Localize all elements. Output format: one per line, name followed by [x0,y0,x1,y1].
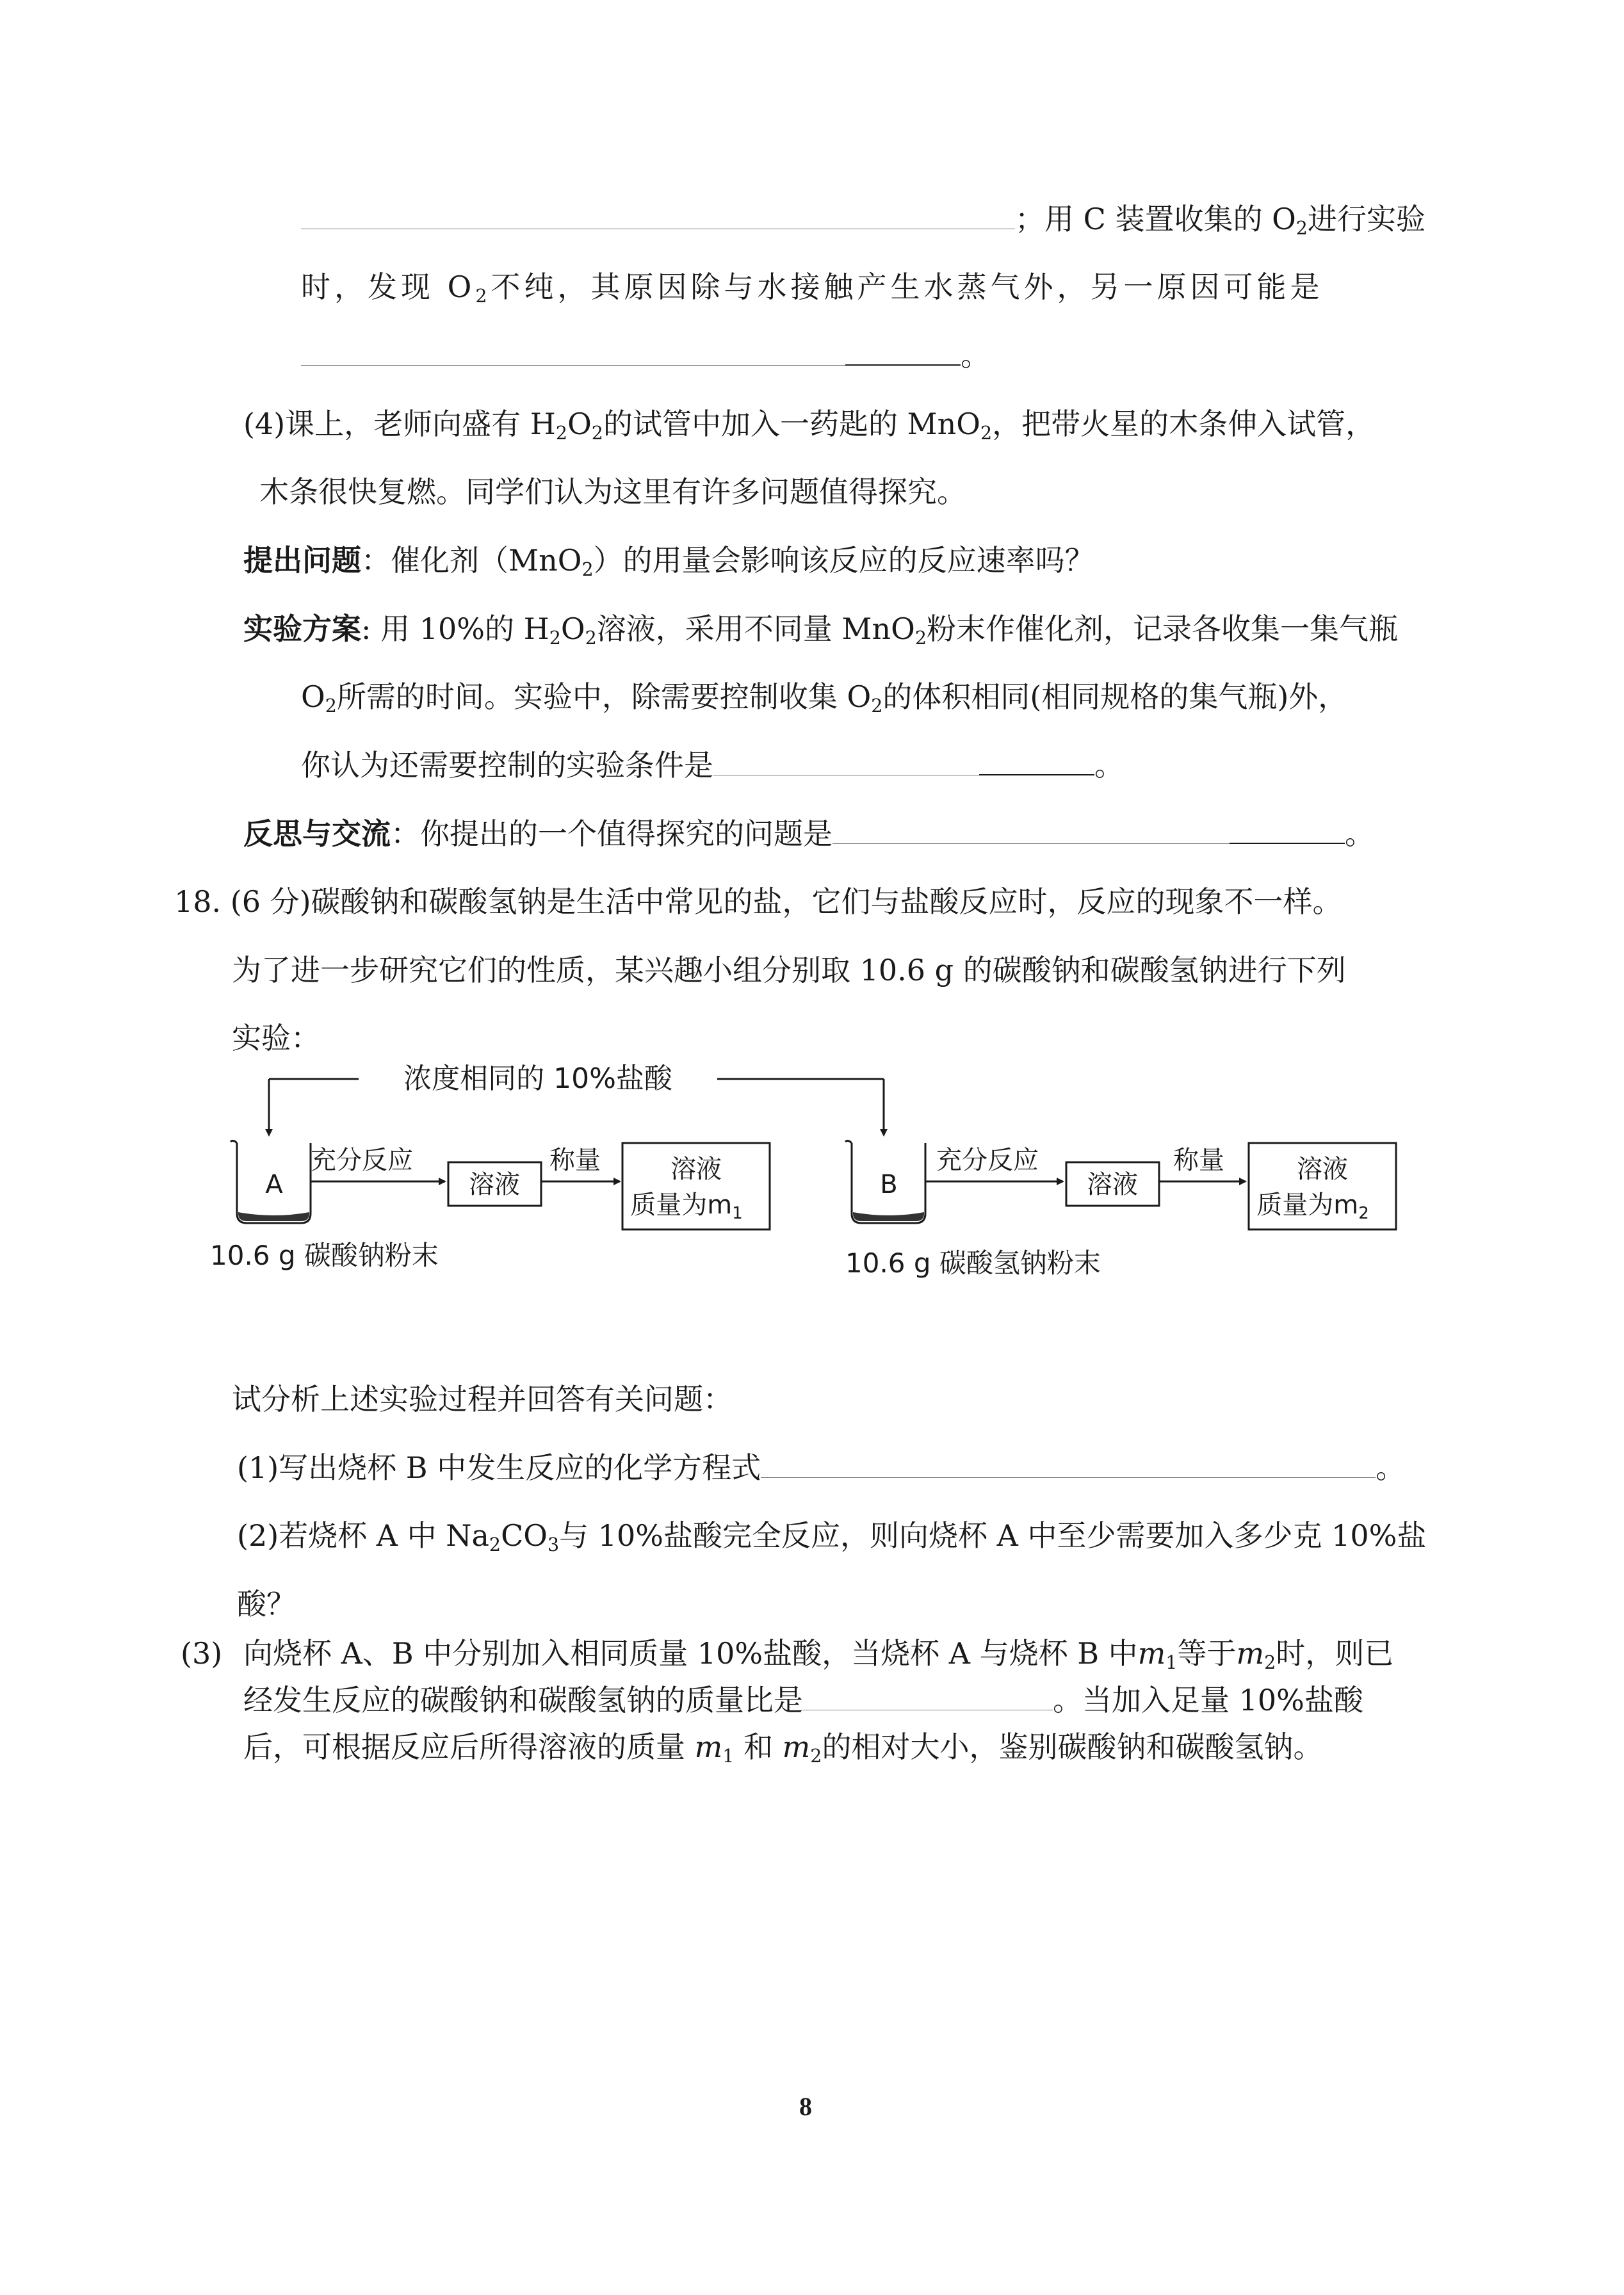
react-label-a: 充分反应 [311,1146,413,1175]
q18-intro-line3: 实验： [232,1021,320,1055]
answer-blank[interactable] [761,1477,1376,1479]
beaker-a-label: A [265,1170,283,1199]
solution-label-a: 溶液 [469,1170,520,1199]
result-b-line2: 质量为$m_2$ [1256,1190,1369,1223]
solution-label-b: 溶液 [1087,1170,1138,1199]
beaker-b [845,1140,925,1223]
q17-reflect: 反思与交流：你提出的一个值得探究的问题是 。 [243,816,1374,851]
q17-line2: 时，发现 $O_2$不纯，其原因除与水接触产生水蒸气外，另一原因可能是 [301,270,1324,307]
beaker-b-label: B [880,1170,898,1199]
q17-plan-line1: 实验方案: 用 10%的 $H_2O_2$溶液，采用不同量 MnO$_2$粉末作催化剂，记录各收集一集气瓶 [243,612,1398,649]
sample-a-label: 10.6 g 碳酸钠粉末 [210,1240,439,1271]
weigh-label-a: 称量 [549,1146,601,1175]
result-a-line2: 质量为$m_1$ [630,1190,743,1223]
answer-blank[interactable] [713,775,979,776]
q17-line3: 。 [301,336,990,375]
q18-sub3-number: (3) [181,1636,223,1671]
q18-sub2-line2: 酸？ [237,1587,296,1621]
weigh-label-b: 称量 [1173,1146,1224,1175]
answer-blank[interactable] [832,843,1230,845]
q18-sub2-line1: (2)若烧杯 A 中 $Na_2CO_3$与 10%盐酸完全反应，则向烧杯 A 中至少需要加入多少克 10%盐 [237,1518,1427,1555]
answer-blank-underline [845,364,961,366]
result-b-line1: 溶液 [1297,1155,1348,1184]
q17-line1: ；用 C 装置收集的 $O_2$进行实验 [301,200,1425,238]
react-label-b: 充分反应 [936,1146,1039,1175]
q17-plan-line3: 你认为还需要控制的实验条件是 。 [301,748,1124,783]
answer-blank[interactable] [301,229,1015,230]
q17-ask-question: 提出问题：催化剂（MnO$_2$）的用量会影响该反应的反应速率吗？ [243,543,1094,580]
q18-intro-line2: 为了进一步研究它们的性质，某兴趣小组分别取 10.6 g 的碳酸钠和碳酸氢钠进行下列 [232,953,1346,987]
result-a-line1: 溶液 [670,1155,722,1184]
q17-part4-line2: 木条很快复燃。同学们认为这里有许多问题值得探究。 [259,474,966,509]
q18-sub3-line1: 向烧杯 A、B 中分别加入相同质量 10%盐酸，当烧杯 A 与烧杯 B 中$m_1$等于$m_2$时，则已 [243,1636,1394,1673]
q17-plan-line2: $O_2$所需的时间。实验中，除需要控制收集 $O_2$的体积相同(相同规格的集气瓶)外， [301,679,1348,717]
answer-blank-underline [1230,843,1345,844]
q18-prompt: 试分析上述实验过程并回答有关问题： [232,1382,733,1416]
acid-label: 浓度相同的 10%盐酸 [403,1062,672,1095]
q18-sub3-line3: 后，可根据反应后所得溶液的质量 $m_1$ 和 $m_2$的相对大小，鉴别碳酸钠和碳酸氢钠。 [243,1730,1323,1767]
beaker-a [231,1140,311,1223]
q17-part4-line1: (4)课上，老师向盛有 $H_2O_2$的试管中加入一药匙的 MnO$_2$，把带火星的木条伸入试管， [243,407,1376,444]
q18-sub3-line2: 经发生反应的碳酸钠和碳酸氢钠的质量比是 。当加入足量 10%盐酸 [243,1683,1363,1717]
sample-b-label: 10.6 g 碳酸氢钠粉末 [845,1247,1101,1279]
page-number: 8 [799,2092,812,2121]
answer-blank[interactable] [803,1710,1053,1711]
q18-sub1: (1)写出烧杯 B 中发生反应的化学方程式 。 [237,1450,1406,1485]
experiment-diagram [205,1053,1422,1354]
answer-blank[interactable] [301,365,845,366]
answer-blank-underline [979,774,1094,775]
q18-intro-line1: 18. (6 分)碳酸钠和碳酸氢钠是生活中常见的盐，它们与盐酸反应时，反应的现象不一样。 [174,884,1342,919]
